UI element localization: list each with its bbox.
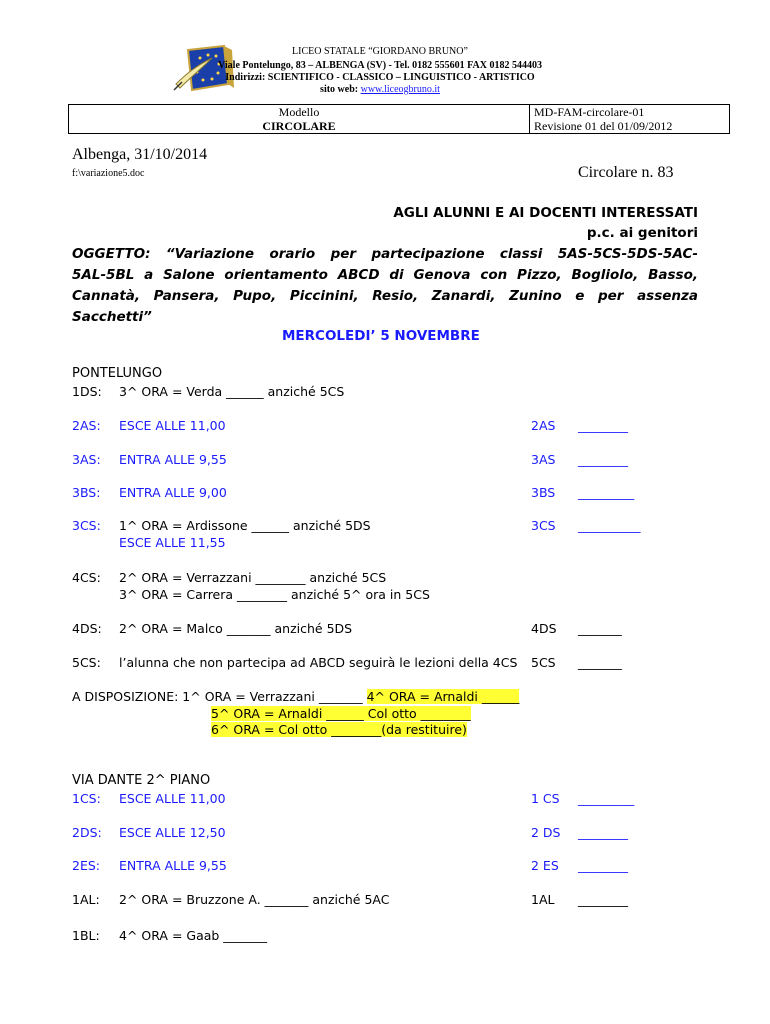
viadante-row	[0, 928, 770, 946]
row-text: ESCE ALLE 12,50	[119, 825, 226, 840]
signature-line: ________	[578, 825, 628, 840]
site-label: sito web:	[320, 84, 359, 95]
file-name: f:\variazione5.doc	[72, 168, 145, 179]
row-label: 4CS:	[72, 570, 101, 585]
row-label: 3BS:	[72, 485, 101, 500]
school-address: Viale Pontelungo, 83 – ALBENGA (SV) - Tel. 0182 555601 FAX 0182 544403	[218, 60, 542, 71]
row-label: 3AS:	[72, 452, 101, 467]
model-code: MD-FAM-circolare-01	[534, 105, 645, 119]
signature-line: ________	[578, 858, 628, 873]
disposizione-highlight-1: 4^ ORA = Arnaldi ______	[366, 689, 520, 704]
signature-line: ________	[578, 452, 628, 467]
row-class: 2 ES	[531, 858, 559, 873]
pontelungo-row	[0, 485, 770, 503]
model-label: Modello	[278, 105, 320, 119]
row-text: 2^ ORA = Verrazzani ________ anziché 5CS	[119, 570, 387, 585]
viadante-row	[0, 791, 770, 809]
subject-line-3: Cannatà, Pansera, Pupo, Piccinini, Resio, Zanardi, Zunino e per assenza	[72, 288, 698, 304]
pontelungo-row	[0, 384, 770, 402]
subject-line-4: Sacchetti”	[72, 309, 152, 325]
row-class: 4DS	[531, 621, 557, 636]
section-viadante-title: VIA DANTE 2^ PIANO	[72, 773, 211, 788]
row-text: l’alunna che non partecipa ad ABCD seguirà le lezioni della 4CS	[119, 655, 518, 670]
disposizione-highlight-2: 5^ ORA = Arnaldi ______ Col otto ________	[211, 706, 471, 721]
circolare-number: Circolare n. 83	[578, 164, 674, 181]
disposizione-line-1	[72, 689, 519, 704]
model-table	[68, 104, 730, 134]
school-indirizzi: Indirizzi: SCIENTIFICO - CLASSICO – LINGUISTICO - ARTISTICO	[225, 72, 535, 83]
pontelungo-row	[0, 518, 770, 554]
day-title: MERCOLEDI’ 5 NOVEMBRE	[282, 328, 480, 344]
disposizione-prefix: A DISPOSIZIONE: 1^ ORA = Verrazzani _______	[72, 689, 363, 704]
row-text: 2^ ORA = Malco _______ anziché 5DS	[119, 621, 353, 636]
signature-line: _______	[578, 621, 622, 636]
row-class: 1 CS	[531, 791, 560, 806]
row-text-2: 3^ ORA = Carrera ________ anziché 5^ ora in 5CS	[119, 587, 430, 602]
row-label: 3CS:	[72, 518, 101, 533]
signature-line: _________	[578, 485, 635, 500]
row-class: 3BS	[531, 485, 556, 500]
row-text: 3^ ORA = Verda ______ anziché 5CS	[119, 384, 345, 399]
row-text: 4^ ORA = Gaab _______	[119, 928, 268, 943]
row-label: 2ES:	[72, 858, 100, 873]
row-text-2: ESCE ALLE 11,55	[119, 535, 226, 550]
row-label: 1AL:	[72, 892, 100, 907]
row-class: 5CS	[531, 655, 556, 670]
row-class: 1AL	[531, 892, 555, 907]
pontelungo-row	[0, 621, 770, 639]
row-text: ESCE ALLE 11,00	[119, 418, 226, 433]
row-class: 2AS	[531, 418, 556, 433]
site-link[interactable]: www.liceogbruno.it	[360, 84, 440, 95]
subject-line-2: 5AL-5BL a Salone orientamento ABCD di Genova con Pizzo, Bogliolo, Basso,	[72, 267, 698, 283]
row-text: 1^ ORA = Ardissone ______ anziché 5DS	[119, 518, 371, 533]
recipients-to: AGLI ALUNNI E AI DOCENTI INTERESSATI	[393, 205, 698, 221]
pontelungo-row	[0, 655, 770, 673]
school-name: LICEO STATALE “GIORDANO BRUNO”	[292, 46, 468, 57]
signature-line: _______	[578, 655, 622, 670]
row-label: 1DS:	[72, 384, 102, 399]
subject	[72, 244, 698, 328]
row-text: ENTRA ALLE 9,00	[119, 485, 227, 500]
section-pontelungo-title: PONTELUNGO	[72, 366, 163, 381]
model-type: CIRCOLARE	[262, 119, 336, 133]
pontelungo-row	[0, 452, 770, 470]
viadante-row	[0, 892, 770, 910]
row-text: ENTRA ALLE 9,55	[119, 452, 227, 467]
viadante-row	[0, 858, 770, 876]
row-class: 2 DS	[531, 825, 561, 840]
disposizione-highlight-3: 6^ ORA = Col otto ________(da restituire)	[211, 722, 467, 737]
signature-line: ________	[578, 418, 628, 433]
place-date: Albenga, 31/10/2014	[72, 146, 208, 163]
row-label: 2AS:	[72, 418, 101, 433]
row-class: 3CS	[531, 518, 556, 533]
model-revision: Revisione 01 del 01/09/2012	[534, 119, 673, 133]
row-text: 2^ ORA = Bruzzone A. _______ anziché 5AC	[119, 892, 390, 907]
signature-line: __________	[578, 518, 641, 533]
signature-line: ________	[578, 892, 628, 907]
pontelungo-row	[0, 570, 770, 606]
row-label: 1CS:	[72, 791, 101, 806]
row-class: 3AS	[531, 452, 556, 467]
row-label: 1BL:	[72, 928, 100, 943]
viadante-row	[0, 825, 770, 843]
subject-line-1: OGGETTO: “Variazione orario per partecipazione classi 5AS-5CS-5DS-5AC-	[72, 246, 698, 262]
signature-line: _________	[578, 791, 635, 806]
row-label: 4DS:	[72, 621, 102, 636]
row-label: 5CS:	[72, 655, 101, 670]
pontelungo-row	[0, 418, 770, 436]
row-label: 2DS:	[72, 825, 102, 840]
row-text: ESCE ALLE 11,00	[119, 791, 226, 806]
row-text: ENTRA ALLE 9,55	[119, 858, 227, 873]
recipients-cc: p.c. ai genitori	[586, 225, 698, 241]
